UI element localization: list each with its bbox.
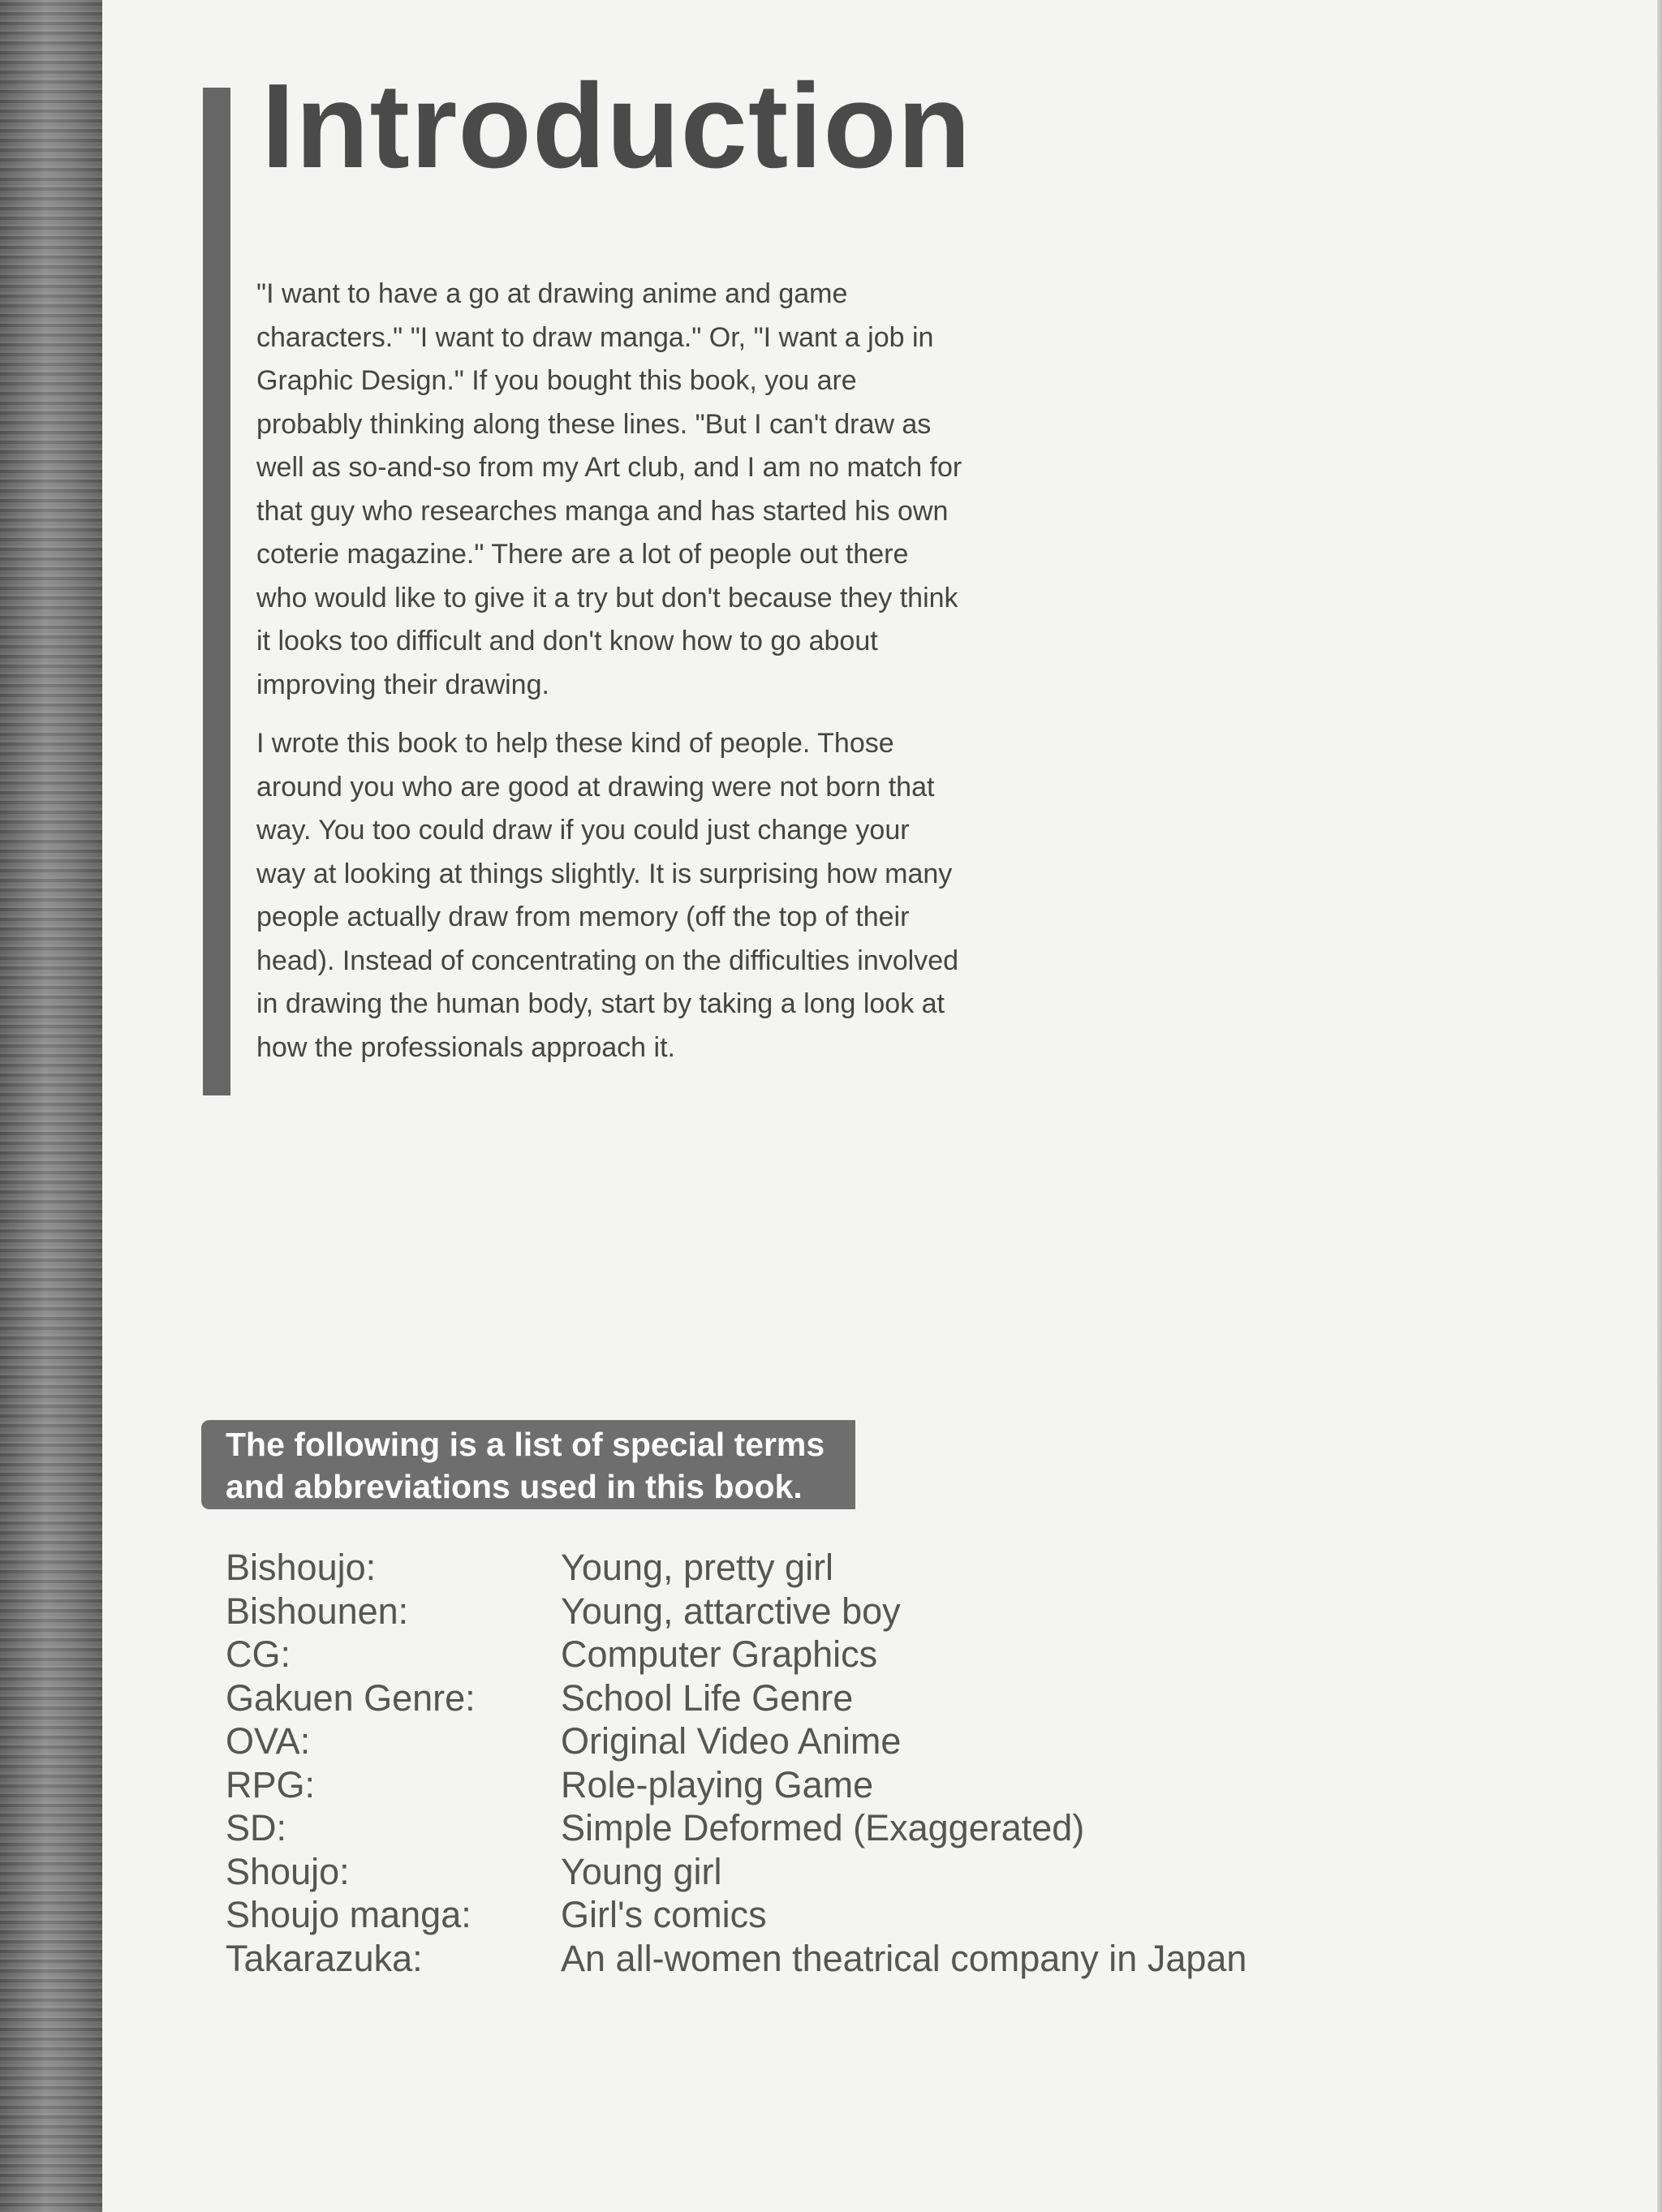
glossary-list [226,1546,1246,1980]
title-accent-bar [203,88,230,1095]
intro-paragraph-1: "I want to have a go at drawing anime and game characters." "I want to draw manga." Or, "I want a job in Graphic Design." If you bought this book, you are probably thinking along these lines. "But I can't draw as well as so-and-so from my Art club, and I am no match for that guy who researches manga and has started his own coterie magazine." There are a lot of people out there who would like to give it a try but don't because they think it looks too difficult and don't know how to go about improving their drawing. [256,278,962,700]
glossary-term: Shoujo manga: [226,1894,471,1935]
glossary-term: Takarazuka: [226,1937,423,1979]
glossary-row [226,1850,1246,1894]
glossary-definition: Young, attarctive boy [561,1590,901,1632]
glossary-definition: Original Video Anime [561,1720,902,1762]
glossary-term: OVA: [226,1720,311,1762]
glossary-definition: An all-women theatrical company in Japan [561,1937,1247,1979]
page-title: Introduction [261,59,972,193]
intro-paragraph-2: I wrote this book to help these kind of people. Those around you who are good at drawing were not born that way. You too could draw if you could just change your way at looking at things slightly. It is surprising how many people actually draw from memory (off the top of their head). Instead of concentrating on the difficulties involved in drawing the human body, start by taking a long look at how the professionals approach it. [256,728,959,1063]
glossary-row [226,1590,1246,1633]
glossary-header: The following is a list of special terms and abbreviations used in this book. [201,1420,855,1509]
glossary-term: Gakuen Genre: [226,1676,476,1719]
glossary-row [226,1937,1246,1981]
book-spine-shadow [0,0,102,2212]
glossary-definition: Young girl [561,1850,722,1892]
glossary-row [226,1719,1246,1763]
glossary-term: CG: [226,1633,291,1675]
glossary-definition: Girl's comics [561,1894,767,1935]
intro-text [256,273,1068,1085]
glossary-definition: Role-playing Game [561,1763,874,1805]
glossary-definition: Young, pretty girl [561,1547,834,1588]
glossary-definition: Computer Graphics [561,1633,878,1675]
glossary-row [226,1546,1246,1590]
glossary-definition: Simple Deformed (Exaggerated) [561,1807,1085,1848]
glossary-term: Shoujo: [226,1850,350,1892]
glossary-definition: School Life Genre [561,1676,854,1719]
glossary-row [226,1893,1246,1937]
page-edge [1657,0,1662,2212]
glossary-term: RPG: [226,1763,316,1805]
glossary-row [226,1806,1246,1850]
glossary-row [226,1763,1246,1807]
glossary-row [226,1633,1246,1676]
glossary-term: SD: [226,1807,287,1848]
glossary-row [226,1676,1246,1720]
glossary-term: Bishoujo: [226,1547,377,1588]
glossary-term: Bishounen: [226,1590,409,1632]
